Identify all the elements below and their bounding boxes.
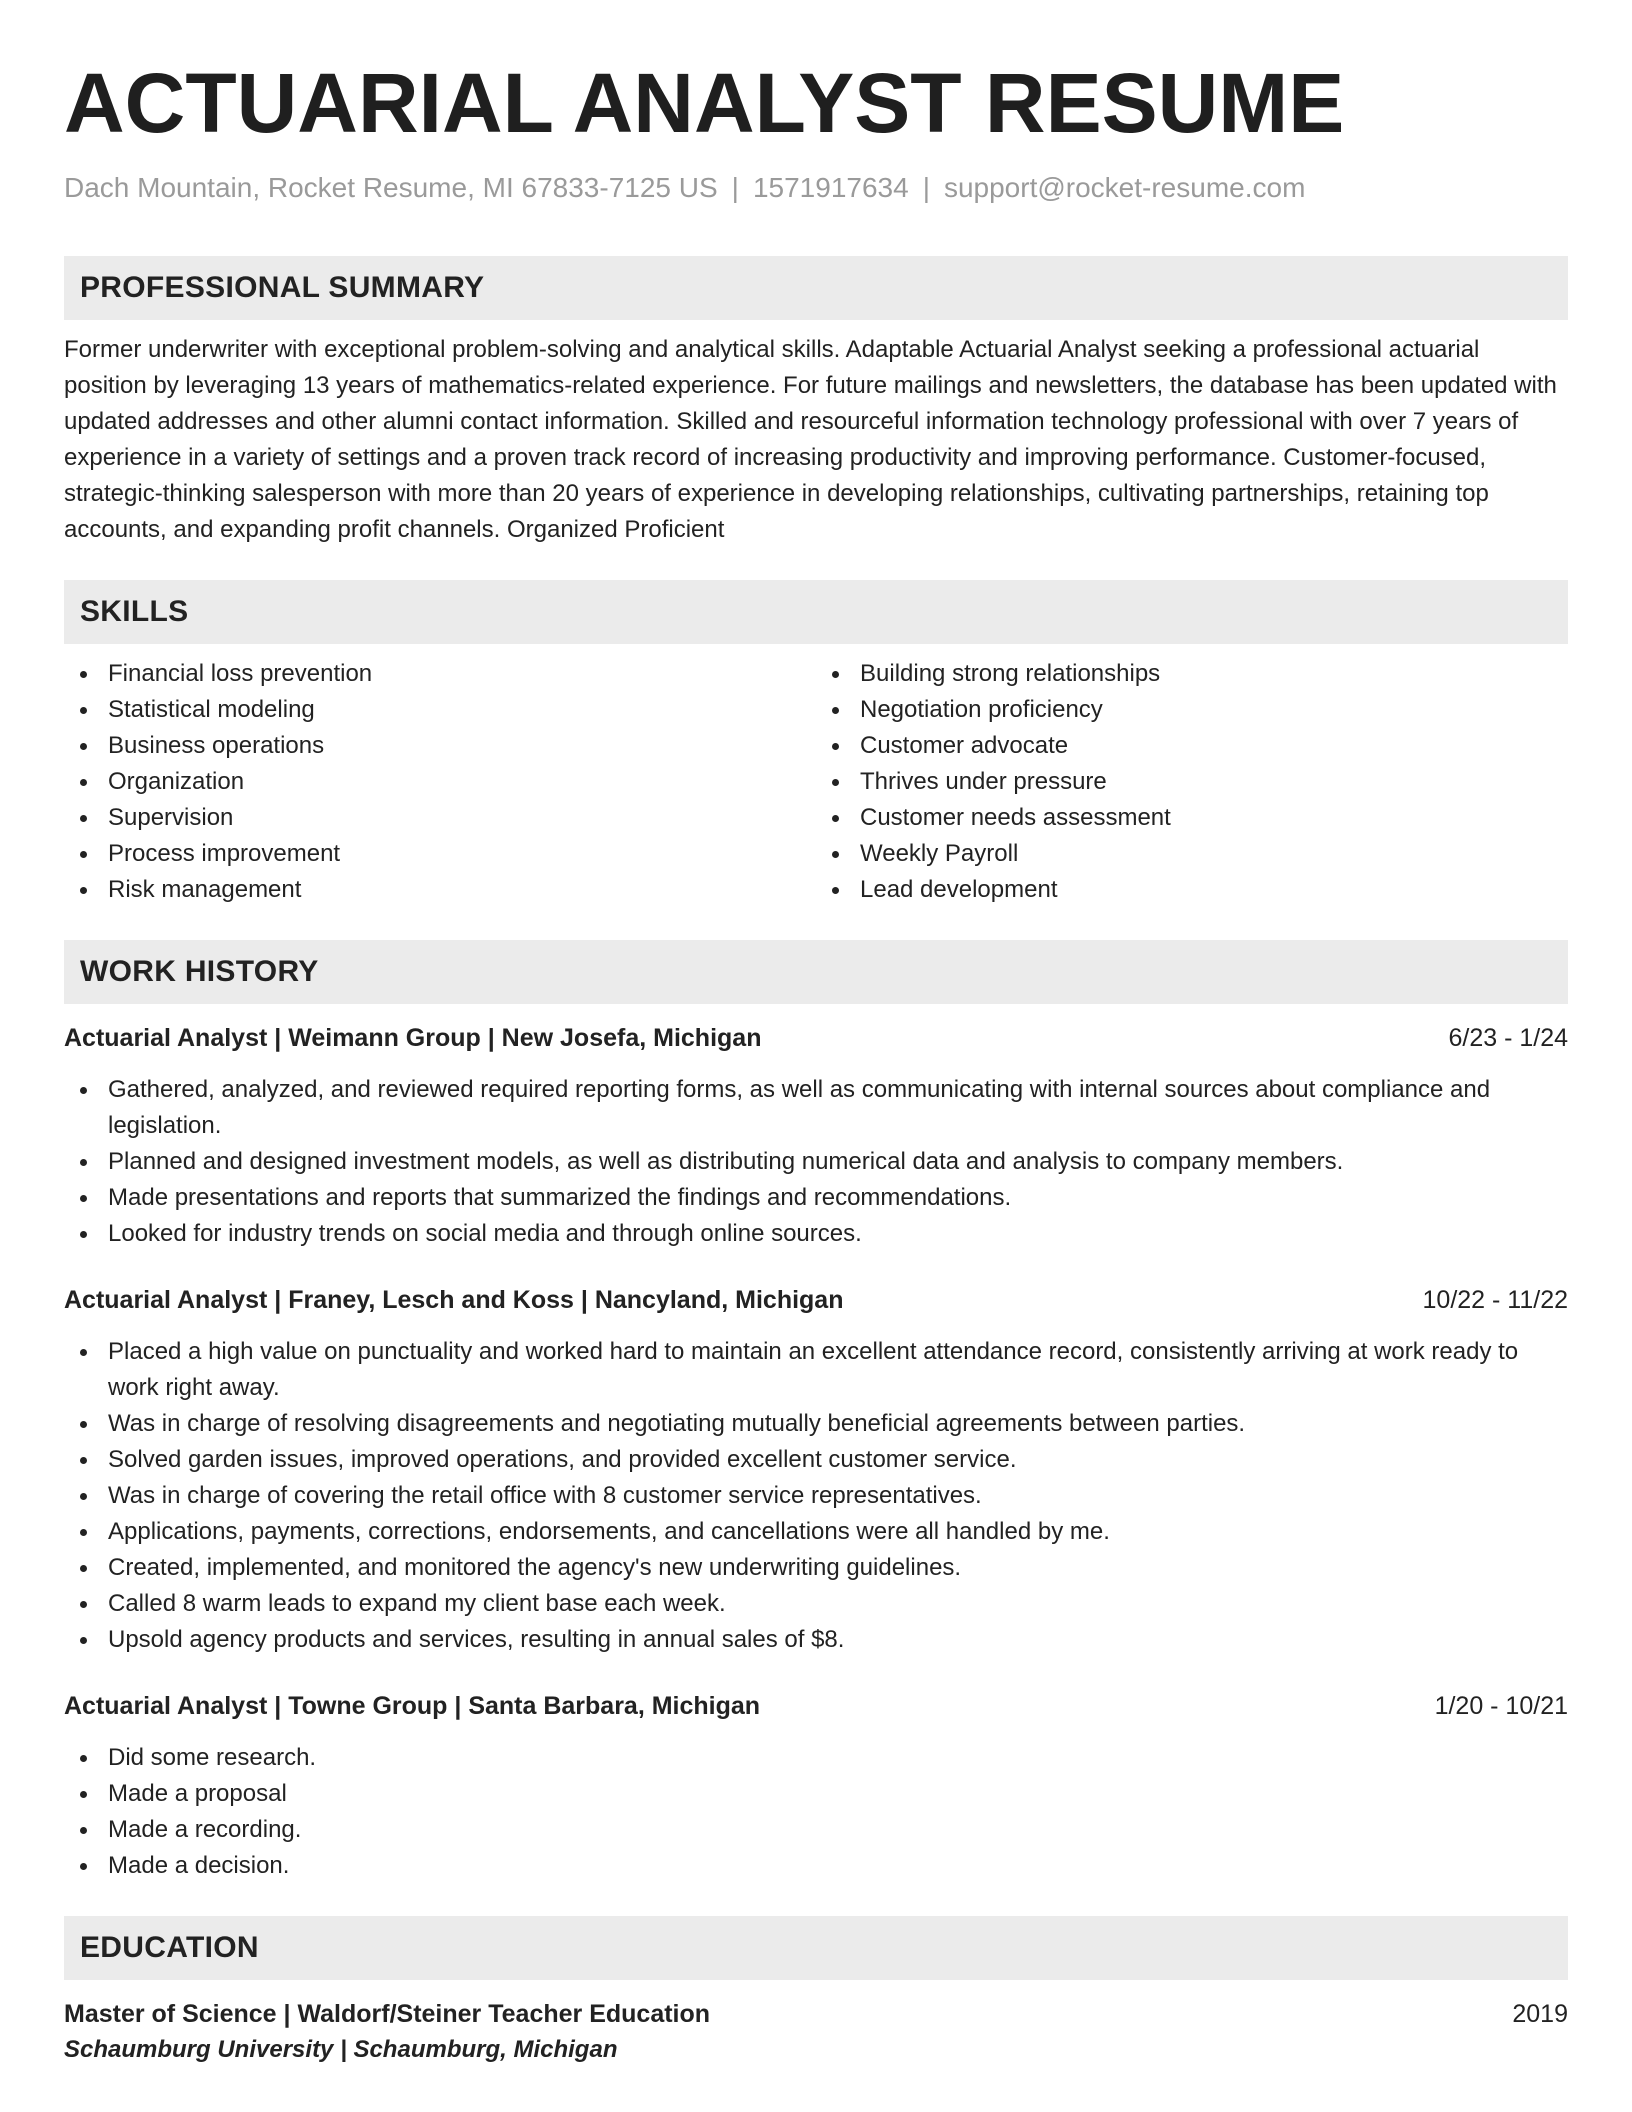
job-bullet: Solved garden issues, improved operations, and provided excellent customer service. [64,1442,1568,1478]
job-header [64,1282,1568,1318]
job-bullet: Placed a high value on punctuality and worked hard to maintain an excellent attendance record, consistently arriving at work ready to work right away. [64,1334,1568,1406]
skills-list-right [816,656,1568,908]
job-dates: 10/22 - 11/22 [1422,1286,1568,1314]
skill-item: Customer needs assessment [816,800,1568,836]
job-bullets [64,1072,1568,1252]
job-bullet: Made a proposal [64,1776,1568,1812]
job-bullet: Made presentations and reports that summarized the findings and recommendations. [64,1180,1568,1216]
contact-line [64,170,1568,206]
skills-grid [64,656,1568,908]
job-bullet: Looked for industry trends on social media and through online sources. [64,1216,1568,1252]
contact-address: Dach Mountain, Rocket Resume, MI 67833-7125 US [64,172,718,203]
job-dates: 6/23 - 1/24 [1448,1024,1568,1052]
section-header-skills: SKILLS [64,580,1568,644]
job-entry [64,1020,1568,1252]
section-header-education: EDUCATION [64,1916,1568,1980]
job-bullet: Gathered, analyzed, and reviewed required reporting forms, as well as communicating with internal sources about compliance and legislation. [64,1072,1568,1144]
contact-separator: | [731,172,739,203]
skill-item: Process improvement [64,836,816,872]
summary-text: Former underwriter with exceptional problem-solving and analytical skills. Adaptable Actuarial Analyst seeking a professional actuarial position by leveraging 13 years of mathematics-related experience. For future mailings and newsletters, the database has been updated with updated addresses and other alumni contact information. Skilled and resourceful information technology professional with over 7 years of experience in a variety of settings and a proven track record of increasing productivity and improving performance. Customer-focused, strategic-thinking salesperson with more than 20 years of experience in developing relationships, cultivating partnerships, retaining top accounts, and expanding profit channels. Organized Proficient [64,336,1557,543]
skill-item: Financial loss prevention [64,656,816,692]
skill-item: Weekly Payroll [816,836,1568,872]
job-bullet: Was in charge of covering the retail office with 8 customer service representatives. [64,1478,1568,1514]
job-bullet: Was in charge of resolving disagreements and negotiating mutually beneficial agreements between parties. [64,1406,1568,1442]
skill-item: Building strong relationships [816,656,1568,692]
education-header [64,1996,1568,2032]
contact-separator: | [922,172,930,203]
skill-item: Lead development [816,872,1568,908]
skills-column-right [816,656,1568,908]
education-entry [64,1996,1568,2068]
section-header-work-history: WORK HISTORY [64,940,1568,1004]
job-bullet: Called 8 warm leads to expand my client base each week. [64,1586,1568,1622]
job-header [64,1688,1568,1724]
skill-item: Business operations [64,728,816,764]
job-bullets [64,1334,1568,1658]
job-bullet: Planned and designed investment models, as well as distributing numerical data and analysis to company members. [64,1144,1568,1180]
skills-list-left [64,656,816,908]
skill-item: Risk management [64,872,816,908]
job-header [64,1020,1568,1056]
job-dates: 1/20 - 10/21 [1434,1692,1568,1720]
job-title: Actuarial Analyst | Franey, Lesch and Koss | Nancyland, Michigan [64,1286,844,1314]
skill-item: Customer advocate [816,728,1568,764]
job-bullet: Upsold agency products and services, resulting in annual sales of $8. [64,1622,1568,1658]
skill-item: Negotiation proficiency [816,692,1568,728]
resume-title: ACTUARIAL ANALYST RESUME [64,56,1345,150]
skill-item: Organization [64,764,816,800]
education-year: 2019 [1512,2000,1568,2028]
education-degree: Master of Science | Waldorf/Steiner Teacher Education [64,2000,711,2028]
job-title: Actuarial Analyst | Towne Group | Santa Barbara, Michigan [64,1692,761,1720]
job-bullet: Made a recording. [64,1812,1568,1848]
job-bullet: Applications, payments, corrections, endorsements, and cancellations were all handled by me. [64,1514,1568,1550]
skill-item: Supervision [64,800,816,836]
job-bullets [64,1740,1568,1884]
section-header-summary: PROFESSIONAL SUMMARY [64,256,1568,320]
contact-phone: 1571917634 [752,172,909,203]
skill-item: Thrives under pressure [816,764,1568,800]
skill-item: Statistical modeling [64,692,816,728]
education-school: Schaumburg University | Schaumburg, Michigan [64,2036,618,2063]
job-entry [64,1282,1568,1658]
contact-email: support@rocket-resume.com [943,172,1306,203]
job-entry [64,1688,1568,1884]
job-bullet: Did some research. [64,1740,1568,1776]
job-bullet: Made a decision. [64,1848,1568,1884]
job-bullet: Created, implemented, and monitored the agency's new underwriting guidelines. [64,1550,1568,1586]
skills-column-left [64,656,816,908]
job-title: Actuarial Analyst | Weimann Group | New Josefa, Michigan [64,1024,762,1052]
